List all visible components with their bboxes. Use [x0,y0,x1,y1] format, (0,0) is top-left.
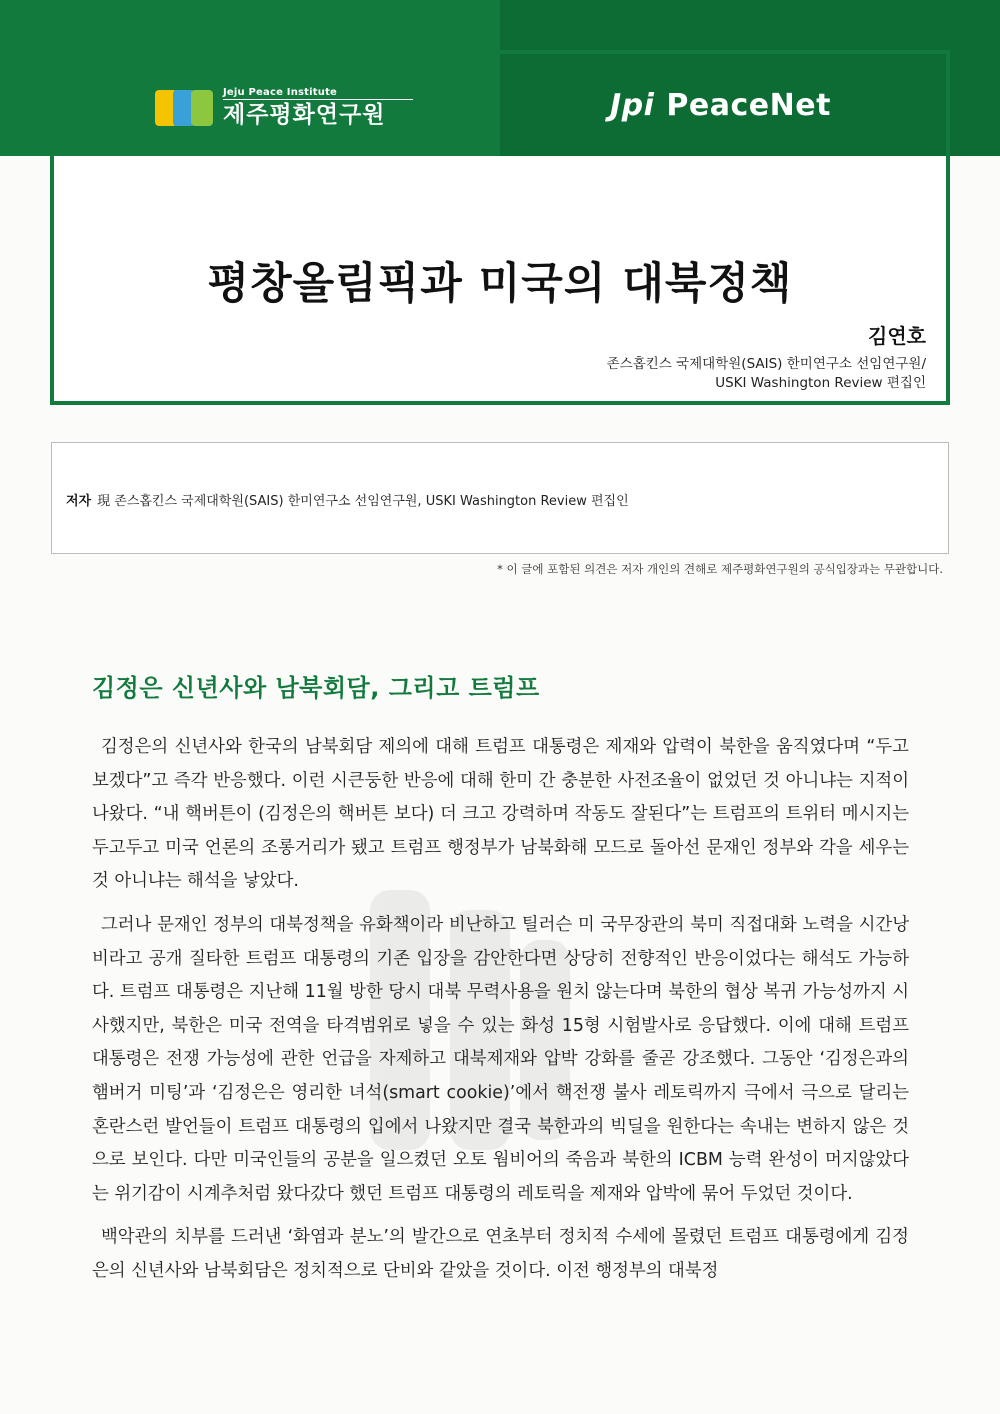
institute-name-ko: 제주평화연구원 [223,101,386,128]
author-affiliation [607,355,926,393]
author-affiliation-line1: 존스홉킨스 국제대학원(SAIS) 한미연구소 선임연구원/ [606,356,926,372]
author-info-box [51,442,949,554]
author-info-label: 저자 [66,494,92,509]
jeju-peace-institute-logo [155,86,413,130]
author-info [66,490,629,509]
institute-name-en: Jeju Peace Institute [223,87,413,100]
article-body [92,731,909,1299]
jpi-logo-text: Jpi [610,88,655,123]
paragraph: 김정은의 신년사와 한국의 남북회담 제의에 대해 트럼프 대통령은 제재와 압력이 북한을 움직였다며 “두고 보겠다”고 즉각 반응했다. 이런 시큰둥한 반응에 대해 한미 간 충분한 사전조율이 없었던 것 아니냐는 지적이 나왔다. “내 핵버튼이 (김정은의 핵버튼 보다) 더 크고 강력하며 작동도 잘된다”는 트럼프의 트위터 메시지는 두고두고 미국 언론의 조롱거리가 됐고 트럼프 행정부가 남북화해 모드로 돌아선 문재인 정부와 각을 세우는 것 아니냐는 해석을 낳았다. [92,737,909,892]
disclaimer: * 이 글에 포함된 의견은 저자 개인의 견해로 제주평화연구원의 공식입장과는 무관합니다. [497,562,943,576]
document-title: 평창올림픽과 미국의 대북정책 [207,259,793,309]
author-info-text: 現 존스홉킨스 국제대학원(SAIS) 한미연구소 선임연구원, USKI Washington Review 편집인 [97,494,629,509]
section-heading: 김정은 신년사와 남북회담, 그리고 트럼프 [92,674,540,702]
paragraph: 그러나 문재인 정부의 대북정책을 유화책이라 비난하고 틸러슨 미 국무장관의 북미 직접대화 노력을 시간낭비라고 공개 질타한 트럼프 대통령의 기존 입장을 감안한다면 상당히 전향적인 반응이었다는 해석도 가능하다. 트럼프 대통령은 지난해 11월 방한 당시 대북 무력사용을 원치 않는다며 북한의 협상 복귀 가능성까지 시사했지만, 북한은 미국 전역을 타격범위로 넣을 수 있는 화성 15형 시험발사로 응답했다. 이에 대해 트럼프 대통령은 전쟁 가능성에 관한 언급을 자제하고 대북제재와 압박 강화를 줄곧 강조했다. 그동안 ‘김정은과의 햄버거 미팅’과 ‘김정은은 영리한 녀석(smart cookie)’에서 핵전쟁 불사 레토릭까지 극에서 극으로 달리는 혼란스런 발언들이 트럼프 대통령의 입에서 나왔지만 결국 북한과의 빅딜을 원한다는 속내는 변하지 않은 것으로 보인다. 다만 미국인들의 공분을 일으켰던 오토 웜비어의 죽음과 북한의 ICBM 능력 완성이 머지않았다는 위기감이 시계추처럼 왔다갔다 했던 트럼프 대통령의 레토릭을 제재와 압박에 묶어 두었던 것이다. [92,914,909,1204]
paragraph: 백악관의 치부를 드러낸 ‘화염과 분노’의 발간으로 연초부터 정치적 수세에 몰렸던 트럼프 대통령에게 김정은의 신년사와 남북회담은 정치적으로 단비와 같았을 것이다. 이전 행정부의 대북정 [92,1227,909,1281]
author-name: 김연호 [868,324,926,348]
author-affiliation-line2: USKI Washington Review 편집인 [715,375,926,391]
peacenet-logo [610,88,831,123]
institute-emblem-icon [155,88,215,128]
peacenet-logo-text: PeaceNet [666,88,831,123]
